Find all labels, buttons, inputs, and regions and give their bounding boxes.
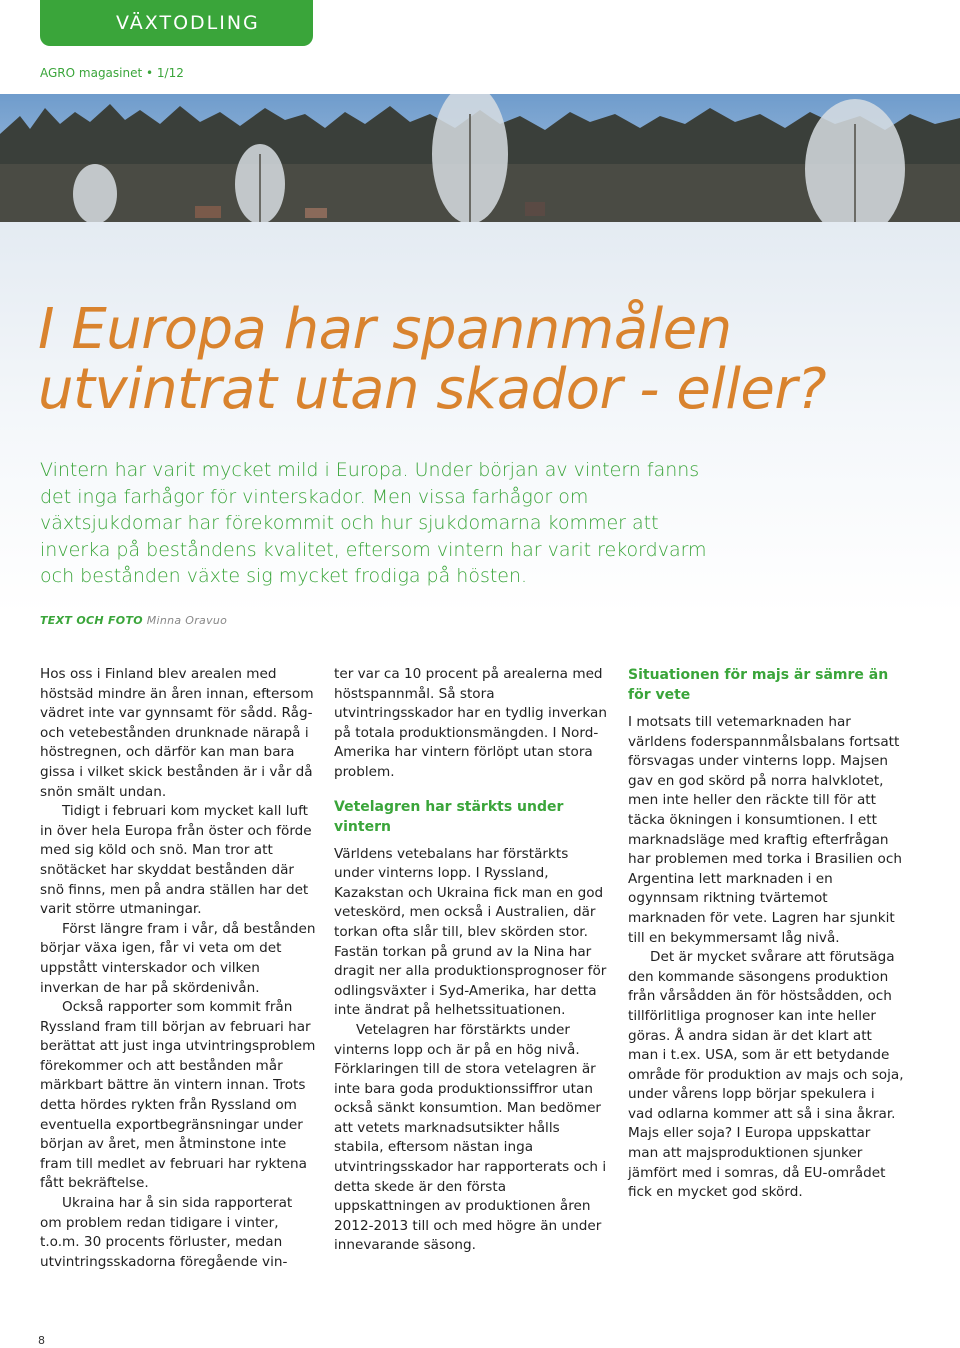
paragraph: ter var ca 10 procent på arealerna med höstspannmål. Så stora utvintringsskador har en tydlig inverkan på totala produktionsmängden. I Nord-Amerika har vintern förlöpt utan stora problem.: [334, 666, 607, 780]
article-headline: [38, 297, 938, 422]
subheading: Situationen för majs är sämre än för vete: [628, 667, 889, 703]
body-column-3: [628, 665, 904, 1203]
paragraph: Det är mycket svårare att förutsäga den kommande säsongens produktion från vårsådden än för höstsådden, och tillförlitliga prognoser kan inte heller göras. Å andra sidan är det klart att man i t.ex. USA, som är ett betydande område för produktion av majs och soja, under vårens lopp börjar spekulera i vad odlarna kommer att så i sina åkrar. Majs eller soja? I Europa uppskattar man att majsproduktionen sjunker jämfört med i somras, då EU-området fick en mycket god skörd.: [628, 949, 904, 1201]
body-column-1: [40, 665, 316, 1272]
page-number: 8: [38, 1334, 45, 1347]
paragraph: Världens vetebalans har förstärkts under vinterns lopp. I Ryssland, Kazakstan och Ukraina fick man en god veteskörd, men också i Australien, där torkan ofta slår till, blev skörden stor. Fastän torkan på grund av la Nina har dragit ner alla produktionsprognoser för odlingsväxter i Syd-Amerika, har detta inte ändrat på helhetssituationen.: [334, 845, 607, 1019]
paragraph: Först längre fram i vår, då bestånden börjar växa igen, får vi veta om det uppstått vinterskador och vilken inverkan de har på skördenivån.: [40, 920, 316, 996]
byline-label: TEXT OCH FOTO: [40, 614, 143, 627]
headline-line-1: I Europa har spannmålen: [38, 297, 732, 362]
subheading: Vetelagren har stärkts under vintern: [334, 798, 564, 835]
paragraph: Också rapporter som kommit från Ryssland fram till början av februari har berättat att just inga utvintringsproblem förekommer och att bestånden mår märkbart bättre än vintern innan. Trots detta hördes rykten från Ryssland om eventuella exportbegränsningar under början av året, men åtminstone inte fram till medlet av februari har ryktena fått bekräftelse.: [40, 999, 316, 1192]
paragraph: I motsats till vetemarknaden har världens foderspannmålsbalans fortsatt försvagas under vinterns lopp. Majsen gav en god skörd på norra halvklotet, men inte heller den räckte till för att täcka ökningen i konsumtionen. I ett marknadsläge med kraftig efterfrågan har problemen med torka i Brasilien och Argentina lett marknaden i en ogynnsam riktning tvärtemot marknaden för vete. Lagren har sjunkit till en bekymmersamt låg nivå.: [628, 714, 902, 946]
section-tab: [40, 0, 313, 46]
section-label: VÄXTODLING: [116, 12, 260, 34]
body-column-2: [334, 665, 610, 1256]
byline-name: Minna Oravuo: [146, 614, 228, 627]
paragraph: Vetelagren har förstärkts under vinterns lopp och är på en hög nivå. Förklaringen till de stora vetelagren är inte bara goda produktionssiffror utan också sänkt konsumtion. Man bedömer att vetets marknadsutsikter hålls stabila, eftersom nästan inga utvintringsskador har rapporterats och i detta skede är den första uppskattningen av produktionen åren 2012-2013 till och med högre än under innevarande säsong.: [334, 1021, 607, 1254]
paragraph: Tidigt i februari kom mycket kall luft in över hela Europa från öster och förde med sig köld och snö. Man tror att snötäcket har skyddat bestånden där snö finns, men på andra ställen har det varit större utmaningar.: [40, 803, 312, 918]
headline-line-2: utvintrat utan skador - eller?: [38, 357, 827, 422]
article-lead: Vintern har varit mycket mild i Europa. Under början av vintern fanns det inga farhågor för vinterskador. Men vissa farhågor om växtsjukdomar har förekommit och hur sjukdomarna kommer att inverka på beståndens kvalitet, eftersom vintern har varit rekordvarm och bestånden växte sig mycket frodiga på hösten.: [40, 459, 707, 587]
byline: [40, 614, 227, 627]
paragraph: Ukraina har å sin sida rapporterat om problem redan tidigare i vinter, t.o.m. 30 procents förluster, medan utvintringsskadorna föregående vin-: [40, 1195, 293, 1270]
paragraph: Hos oss i Finland blev arealen med höstsäd mindre än åren innan, eftersom vädret inte var gynnsamt för sådd. Råg- och vetebestånden drunknade närapå i höstregnen, och därför kan man bara gissa i vilket skick bestånden är i vår då snön smält undan.: [40, 666, 314, 800]
issue-info: AGRO magasinet • 1/12: [40, 66, 184, 80]
